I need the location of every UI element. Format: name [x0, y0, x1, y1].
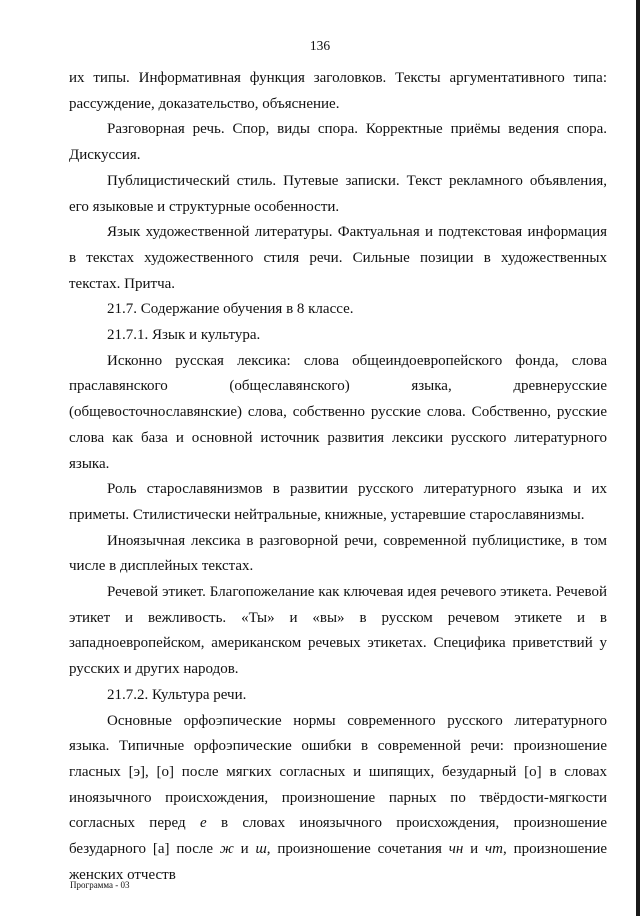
paragraph-9: Иноязычная лексика в разговорной речи, современной публицистике, в том числе в дисплейных текстах. — [69, 532, 607, 575]
paragraph-2: Разговорная речь. Спор, виды спора. Корректные приёмы ведения спора. Дискуссия. — [69, 121, 607, 164]
subsection-heading-21-7-1: 21.7.1. Язык и культура. — [107, 327, 261, 344]
document-body — [69, 66, 607, 889]
paragraph-12-italic-e: е — [199, 815, 207, 832]
paragraph-10: Речевой этикет. Благопожелание как ключевая идея речевого этикета. Речевой этикет и вежливость. «Ты» и «вы» в русском речевом этикете и в западноевропейском, американском речевых этикетах. Специфика приветствий у русских и других народов. — [69, 584, 607, 678]
paragraph-12-text-1: Основные орфоэпические нормы современного русского литературного языка. Типичные орфоэпические ошибки в современной речи: произношение гласных [э], [о] после мягких согласных и шипящих, безударный [о] в словах иноязычного происхождения, произношение парных по твёрдости-мягкости согласных перед — [69, 712, 607, 832]
paragraph-12-italic-chn: чн — [448, 841, 464, 858]
paragraph-12-italic-cht: чт — [485, 841, 504, 858]
paragraph-12-text-2: в словах иноязычного происхождения, произношение безударного [а] после — [69, 815, 607, 858]
paragraph-1: их типы. Информативная функция заголовков. Тексты аргументативного типа: рассуждение, доказательство, объяснение. — [69, 70, 607, 112]
paragraph-4: Язык художественной литературы. Фактуальная и подтекстовая информация в текстах художественного стиля речи. Сильные позиции в художественных текстах. Притча. — [69, 224, 607, 292]
footer-label: Программа - 03 — [70, 880, 130, 890]
paragraph-8: Роль старославянизмов в развитии русского литературного языка и их приметы. Стилистически нейтральные, книжные, устаревшие старославянизмы. — [69, 481, 607, 523]
paragraph-7: Исконно русская лексика: слова общеиндоевропейского фонда, слова праславянского (общеславянского) языка, древнерусские (общевосточнославянские) слова, собственно русские слова. Собственно, русские слова как база и основной источник развития лексики русского литературного языка. — [69, 352, 607, 472]
paragraph-12-italic-zh: ж — [219, 841, 234, 858]
section-heading-21-7: 21.7. Содержание обучения в 8 классе. — [107, 301, 354, 318]
paragraph-12-italic-sh: ш — [255, 841, 267, 858]
paragraph-12 — [69, 709, 607, 889]
paragraph-12-text-6: , произношение женских отчеств — [69, 841, 608, 883]
paragraph-12-text-3: и — [233, 841, 256, 858]
page-edge — [636, 0, 640, 916]
paragraph-3: Публицистический стиль. Путевые записки. Текст рекламного объявления, его языковые и структурные особенности. — [69, 172, 607, 215]
paragraph-12-text-5: и — [463, 841, 486, 858]
subsection-heading-21-7-2: 21.7.2. Культура речи. — [107, 686, 247, 703]
page-number: 136 — [309, 38, 331, 53]
paragraph-12-text-4: , произношение сочетания — [266, 841, 449, 858]
